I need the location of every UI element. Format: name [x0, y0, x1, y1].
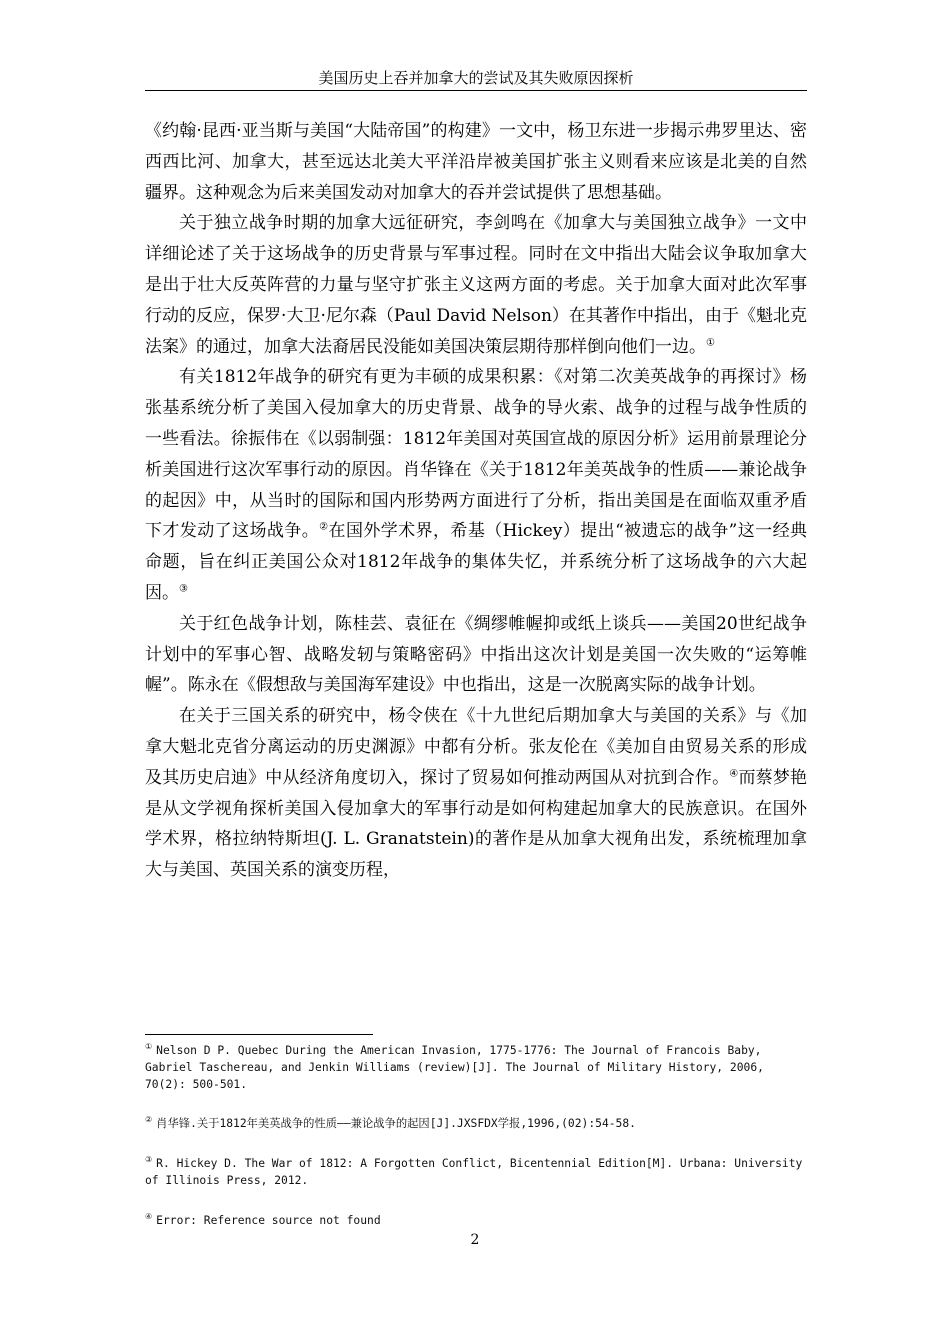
footnote-3	[145, 1155, 807, 1189]
paragraph-5-text-a: 在关于三国关系的研究中，杨令侠在《十九世纪后期加拿大与美国的关系》与《加拿大魁北克省分离运动的历史渊源》中都有分析。张友伦在《美加自由贸易关系的形成及其历史启迪》中从经济角度切入，探讨了贸易如何推动两国从对抗到合作。	[145, 706, 807, 788]
footnote-1	[145, 1042, 807, 1093]
footnote-1-mark: ①	[145, 1042, 153, 1052]
footnote-ref-4[interactable]: ④	[729, 768, 739, 780]
footnote-1-text: Nelson D P. Quebec During the American Invasion, 1775-1776: The Journal of Francois Baby, Gabriel Taschereau, and Jenkin Williams (review)[J]. The Journal of Military History, 2006, 70(2): 500-501.	[145, 1044, 764, 1091]
footnote-separator	[145, 1034, 373, 1035]
footnote-ref-3[interactable]: ③	[179, 583, 188, 595]
paragraph-5	[145, 701, 807, 886]
paragraph-5-text-b: 而蔡梦艳是从文学视角探析美国入侵加拿大的军事行动是如何构建起加拿大的民族意识。在国外学术界，格拉纳特斯坦(J. L. Granatstein)的著作是从加拿大视角出发，系统梳理加拿大与美国、英国关系的演变历程，	[145, 767, 808, 881]
footnote-2-mark: ②	[145, 1115, 153, 1125]
footnote-ref-2[interactable]: ②	[319, 521, 329, 533]
footnote-3-text: R. Hickey D. The War of 1812: A Forgotten Conflict, Bicentennial Edition[M]. Urbana: University of Illinois Press, 2012.	[145, 1157, 803, 1187]
paragraph-3-text-b: 在国外学术界，希基（Hickey）提出“被遗忘的战争”这一经典命题，旨在纠正美国公众对1812年战争的集体失忆，并系统分析了这场战争的六大起因。	[145, 521, 808, 603]
footnote-4	[145, 1212, 381, 1229]
paragraph-2	[145, 208, 807, 362]
footnote-4-mark: ④	[145, 1212, 153, 1222]
paragraph-2-text: 关于独立战争时期的加拿大远征研究，李剑鸣在《加拿大与美国独立战争》一文中详细论述了关于这场战争的历史背景与军事过程。同时在文中指出大陆会议争取加拿大是出于壮大反英阵营的力量与坚守扩张主义这两方面的考虑。关于加拿大面对此次军事行动的反应，保罗·大卫·尼尔森（Paul David Nelson）在其著作中指出，由于《魁北克法案》的通过，加拿大法裔居民没能如美国决策层期待那样倒向他们一边。	[145, 213, 807, 357]
page-number: 2	[470, 1232, 480, 1248]
paragraph-1: 《约翰·昆西·亚当斯与美国“大陆帝国”的构建》一文中，杨卫东进一步揭示弗罗里达、密西西比河、加拿大，甚至远达北美大平洋沿岸被美国扩张主义则看来应该是北美的自然疆界。这种观念为后来美国发动对加拿大的吞并尝试提供了思想基础。	[145, 121, 807, 203]
running-header-title: 美国历史上吞并加拿大的尝试及其失败原因探析	[318, 69, 634, 87]
footnote-2	[145, 1115, 636, 1132]
paragraph-3	[145, 362, 807, 608]
paragraph-4: 关于红色战争计划，陈桂芸、袁征在《绸缪帷幄抑或纸上谈兵——美国20世纪战争计划中的军事心智、战略发轫与策略密码》中指出这次计划是美国一次失败的“运筹帷幄”。陈永在《假想敌与美国海军建设》中也指出，这是一次脱离实际的战争计划。	[145, 613, 807, 696]
paragraph-3-text-a: 有关1812年战争的研究有更为丰硕的成果积累：《对第二次美英战争的再探讨》杨张基系统分析了美国入侵加拿大的历史背景、战争的导火索、战争的过程与战争性质的一些看法。徐振伟在《以弱制强：1812年美国对英国宣战的原因分析》运用前景理论分析美国进行这次军事行动的原因。肖华锋在《关于1812年美英战争的性质——兼论战争的起因》中，从当时的国际和国内形势两方面进行了分析，指出美国是在面临双重矛盾下才发动了这场战争。	[145, 367, 807, 542]
footnote-2-text: 肖华锋.关于1812年美英战争的性质——兼论战争的起因[J].JXSFDX学报,1996,(02):54-58.	[156, 1117, 636, 1130]
running-header	[145, 68, 807, 91]
footnote-4-text: Error: Reference source not found	[156, 1214, 381, 1227]
footnote-3-mark: ③	[145, 1155, 153, 1165]
body-text	[145, 116, 807, 886]
footnote-ref-1[interactable]: ①	[706, 336, 715, 348]
